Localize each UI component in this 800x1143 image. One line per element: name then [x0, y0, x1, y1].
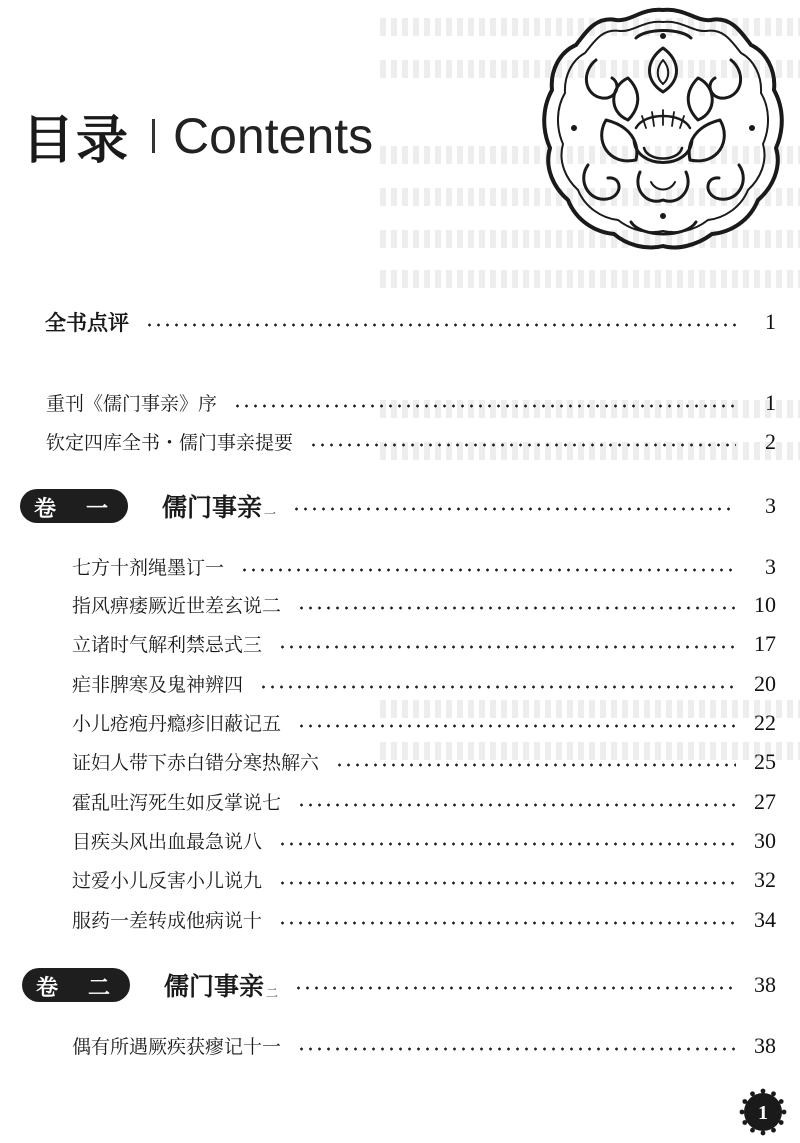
toc-entry[interactable] — [72, 1032, 776, 1059]
page-number: 1 — [758, 1102, 768, 1124]
toc-entry-label: 过爱小儿反害小儿说九 — [72, 870, 263, 892]
toc-entry[interactable] — [72, 906, 776, 933]
toc-entry-page: 1 — [765, 389, 776, 415]
title-english: Contents — [173, 107, 374, 164]
dot-leader — [259, 685, 736, 689]
toc-entry-page: 3 — [765, 553, 776, 579]
page-number-badge — [739, 1088, 787, 1136]
toc-entry-page: 30 — [754, 827, 776, 853]
dot-leader — [297, 803, 736, 807]
toc-entry-label: 服药一差转成他病说十 — [72, 910, 263, 932]
toc-entry-preface[interactable] — [46, 389, 776, 416]
toc-entry[interactable] — [72, 748, 776, 775]
toc-entry-page: 27 — [754, 788, 776, 814]
dot-leader — [335, 763, 736, 767]
dot-leader — [278, 645, 736, 649]
volume-tag-char: 卷 — [36, 975, 59, 1001]
toc-entry-label: 偶有所遇厥疾获瘳记十一 — [72, 1036, 282, 1058]
toc-entry[interactable] — [72, 591, 776, 618]
volume-title: 儒门事亲 — [162, 493, 263, 522]
toc-entry[interactable] — [72, 866, 776, 893]
toc-entry-page: 1 — [765, 309, 776, 334]
toc-entry-siku-summary[interactable] — [46, 428, 776, 455]
volume-heading-1[interactable] — [20, 488, 776, 524]
toc-entry[interactable] — [72, 827, 776, 854]
volume-subscript: 一 — [264, 506, 277, 521]
floral-medallion-ornament — [536, 0, 791, 258]
dot-leader — [278, 921, 736, 925]
toc-entry[interactable] — [72, 630, 776, 657]
title-chinese: 目录 — [22, 111, 131, 171]
toc-entry-label: 重刊《儒门事亲》序 — [46, 393, 218, 415]
volume-tag — [20, 489, 128, 523]
volume-title: 儒门事亲 — [164, 972, 265, 1001]
title-divider — [152, 119, 155, 153]
toc-entry-label: 全书点评 — [45, 311, 129, 335]
dot-leader — [240, 568, 736, 572]
toc-entry-page: 22 — [754, 709, 776, 735]
dot-leader — [278, 881, 736, 885]
dot-leader — [292, 507, 736, 511]
volume-heading-2[interactable] — [22, 967, 776, 1003]
dot-leader — [309, 443, 736, 447]
toc-entry[interactable] — [72, 553, 776, 580]
page-title — [22, 98, 373, 173]
dot-leader — [233, 404, 736, 408]
volume-tag-number: 一 — [86, 496, 109, 522]
toc-entry-page: 10 — [754, 591, 776, 617]
dot-leader — [278, 842, 736, 846]
toc-entry-label: 小儿疮疱丹瘾疹旧蔽记五 — [72, 713, 282, 735]
toc-entry-label: 立诸时气解利禁忌式三 — [72, 634, 263, 656]
toc-entry-label: 疟非脾寒及鬼神辨四 — [72, 674, 244, 696]
volume-tag-number: 二 — [88, 975, 111, 1001]
toc-entry-label: 霍乱吐泻死生如反掌说七 — [72, 792, 282, 814]
toc-entry-page: 38 — [754, 1032, 776, 1058]
toc-entry-page: 17 — [754, 630, 776, 656]
volume-tag — [22, 968, 130, 1002]
bleed-through — [380, 270, 800, 288]
dot-leader — [297, 1047, 736, 1051]
volume-tag-char: 卷 — [34, 496, 57, 522]
toc-entry-overview[interactable] — [45, 307, 776, 337]
toc-entry[interactable] — [72, 788, 776, 815]
dot-leader — [297, 724, 736, 728]
dot-leader — [294, 986, 736, 990]
dot-leader — [297, 606, 736, 610]
volume-page: 38 — [754, 972, 776, 997]
toc-entry[interactable] — [72, 709, 776, 736]
toc-entry-label: 七方十剂绳墨订一 — [72, 557, 225, 579]
toc-entry-page: 2 — [765, 428, 776, 454]
toc-entry-page: 34 — [754, 906, 776, 932]
toc-entry-label: 证妇人带下赤白错分寒热解六 — [72, 752, 320, 774]
volume-page: 3 — [765, 493, 776, 518]
volume-subscript: 二 — [266, 985, 279, 1000]
toc-entry-page: 32 — [754, 866, 776, 892]
toc-entry-label: 指风痹痿厥近世差玄说二 — [72, 595, 282, 617]
toc-entry-page: 25 — [754, 748, 776, 774]
toc-entry-label: 钦定四库全书・儒门事亲提要 — [46, 432, 294, 454]
toc-entry[interactable] — [72, 670, 776, 697]
dot-leader — [145, 323, 736, 327]
toc-entry-label: 目疾头风出血最急说八 — [72, 831, 263, 853]
toc-entry-page: 20 — [754, 670, 776, 696]
